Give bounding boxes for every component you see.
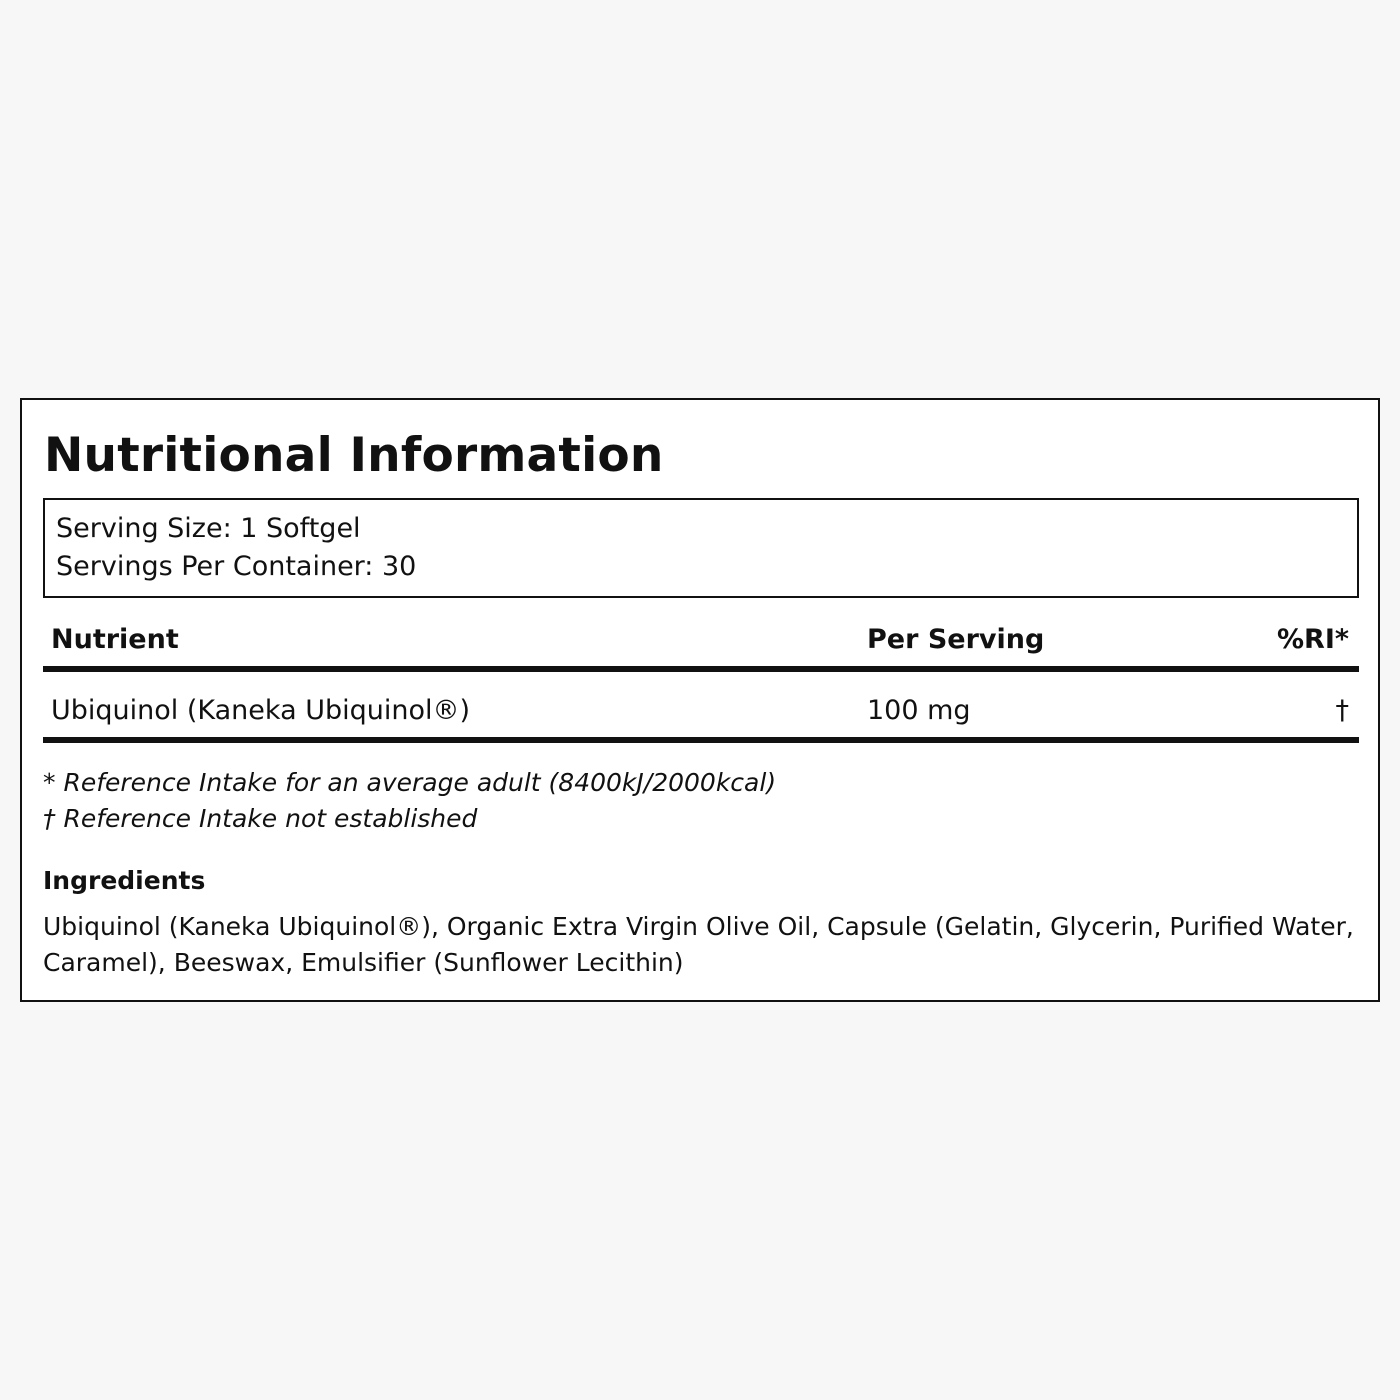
serving-size: Serving Size: 1 Softgel (56, 513, 361, 544)
row-per-serving: 100 mg (867, 695, 971, 726)
page-title: Nutritional Information (44, 428, 664, 483)
footnote-reference-intake: * Reference Intake for an average adult (8400kJ/2000kcal) (43, 768, 777, 797)
serving-info-box (43, 498, 1359, 598)
header-nutrient: Nutrient (51, 624, 179, 655)
header-per-serving: Per Serving (867, 624, 1045, 655)
header-ri: %RI* (1276, 624, 1349, 655)
header-divider (43, 666, 1359, 672)
nutrition-panel (20, 398, 1380, 1002)
row-ri: † (1335, 695, 1349, 726)
ingredients-text: Ubiquinol (Kaneka Ubiquinol®), Organic Extra Virgin Olive Oil, Capsule (Gelatin, Glycerin, Purified Water, Caramel), Beeswax, Emulsifier (Sunflower Lecithin) (43, 912, 1354, 977)
servings-per-container: Servings Per Container: 30 (56, 551, 417, 582)
row-nutrient: Ubiquinol (Kaneka Ubiquinol®) (51, 695, 471, 726)
ingredients-heading: Ingredients (43, 866, 206, 895)
table-bottom-divider (43, 737, 1359, 743)
footnote-not-established: † Reference Intake not established (43, 804, 478, 833)
